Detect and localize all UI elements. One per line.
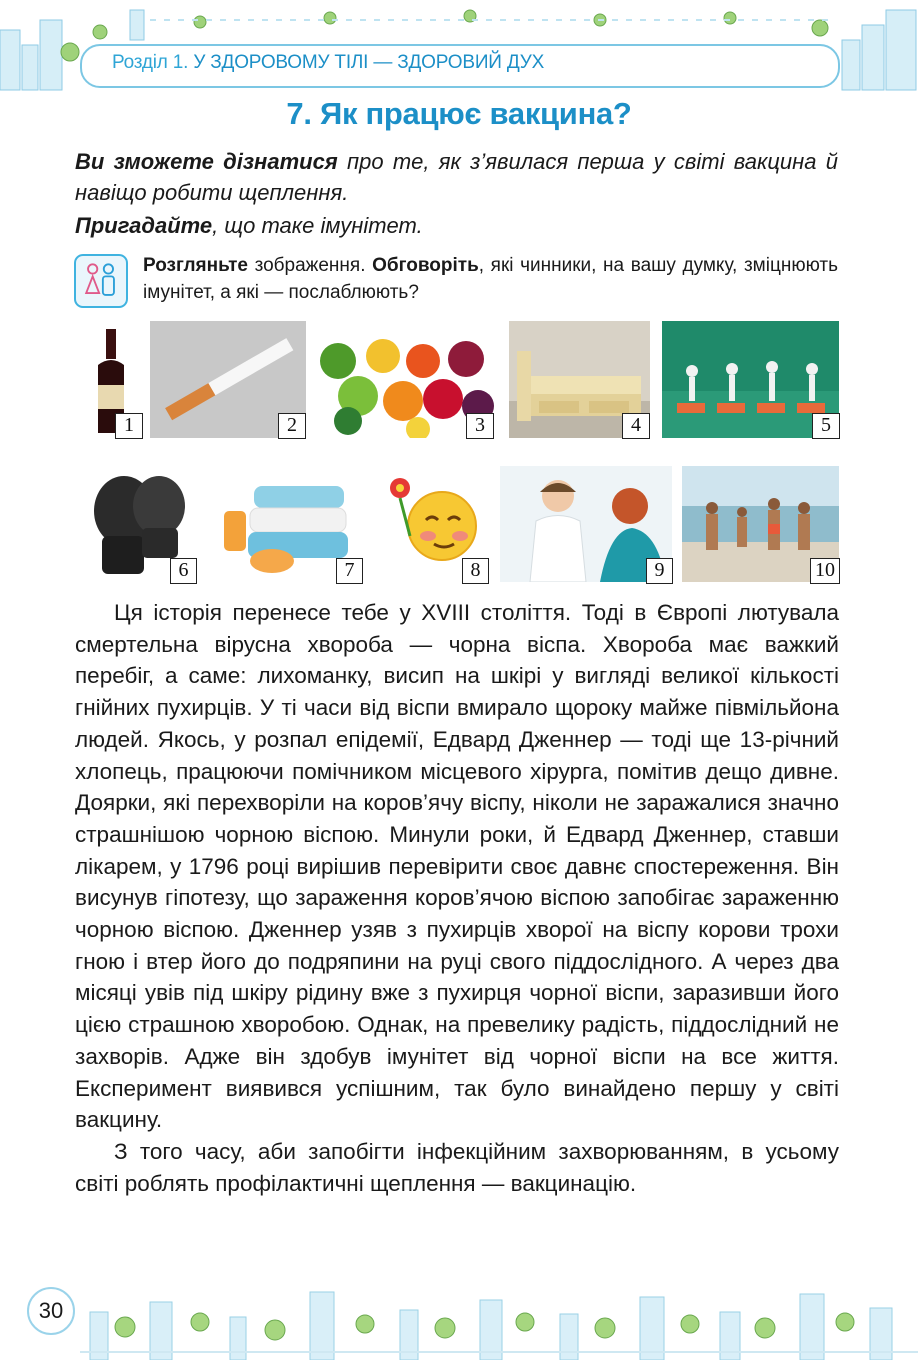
lead-recall-text: , що таке імунітет.	[212, 213, 423, 238]
image-number-6: 6	[170, 558, 197, 584]
lead-objective-bold: Ви зможете дізнатися	[75, 149, 338, 174]
image-number-2: 2	[278, 413, 306, 439]
discussion-bold-1: Розгляньте	[143, 255, 248, 276]
discussion-prompt	[143, 252, 838, 306]
discussion-bold-2: Обговоріть	[372, 255, 479, 276]
body-paragraph-2: З того часу, аби запобігти інфекційним захворюванням, в усьому світі роблять профілактичні щеплення — вакцинацію.	[75, 1138, 839, 1196]
image-number-5: 5	[812, 413, 840, 439]
lead-objective-text: про те, як з’явилася перша у світі вакцина й навіщо робити щеплення.	[75, 149, 838, 205]
image-number-3: 3	[466, 413, 494, 439]
lesson-body	[75, 597, 839, 1199]
bottom-city-decoration	[0, 1272, 918, 1360]
page-number: 30	[27, 1287, 75, 1335]
body-paragraph-1: Ця історія перенесе тебе у XVIII століття. Тоді в Європі лютувала смертельна вірусна хвороба — чорна віспа. Хвороба має важкий перебіг, а саме: лихоманку, висип на шкірі у вигляді великої кількості гнійних пухирців. У ті часи від віспи вмирало щороку майже півмільйона людей. Якось, у розпал епідемії, Едвард Дженнер — тоді ще 13-річний хлопець, працюючи помічником місцевого хірурга, помітив дещо дивне. Доярки, які перехворіли на коров’ячу віспу, ніколи не заражалися значно страшнішою чорною віспою. Минули роки, й Едвард Дженнер, ставши лікарем, у 1796 році вирішив перевірити своє давнє спостереження. Він висунув гіпотезу, що зараження коров’ячою віспою запобігає зараженню чорною віспою. Дженнер узяв з пухирців хворої на віспу корови трохи гною і втер його до подряпини на руці свого піддослідного. А через два місяці увів під шкіру рідину вже з пухирця чорної віспи, заразивши його цією страшною хворобою. Однак, на превелику радість, піддослідний не захворів. Адже він здобув імунітет від чорної віспи на все життя. Експеримент виявився успішним, так було винайдено першу у світі вакцину.	[75, 600, 839, 1133]
discussion-text-1: зображення.	[247, 255, 373, 276]
chapter-label: Розділ 1.	[112, 52, 189, 73]
image-number-7: 7	[336, 558, 363, 584]
image-number-9: 9	[646, 558, 673, 584]
chapter-name: У ЗДОРОВОМУ ТІЛІ — ЗДОРОВИЙ ДУХ	[193, 52, 545, 73]
lead-recall-bold: Пригадайте	[75, 213, 213, 238]
lead-objective	[75, 146, 838, 208]
image-number-8: 8	[462, 558, 489, 584]
chapter-header	[112, 52, 544, 74]
lead-recall	[75, 210, 838, 241]
discussion-people-icon	[74, 254, 128, 308]
image-number-4: 4	[622, 413, 650, 439]
discussion-text-2: , які чинники, на вашу думку, зміцнюють імунітет, а які — послаблюють?	[143, 255, 838, 303]
image-number-10: 10	[810, 558, 840, 584]
image-number-1: 1	[115, 413, 143, 439]
lesson-title: 7. Як працює вакцина?	[286, 96, 632, 131]
